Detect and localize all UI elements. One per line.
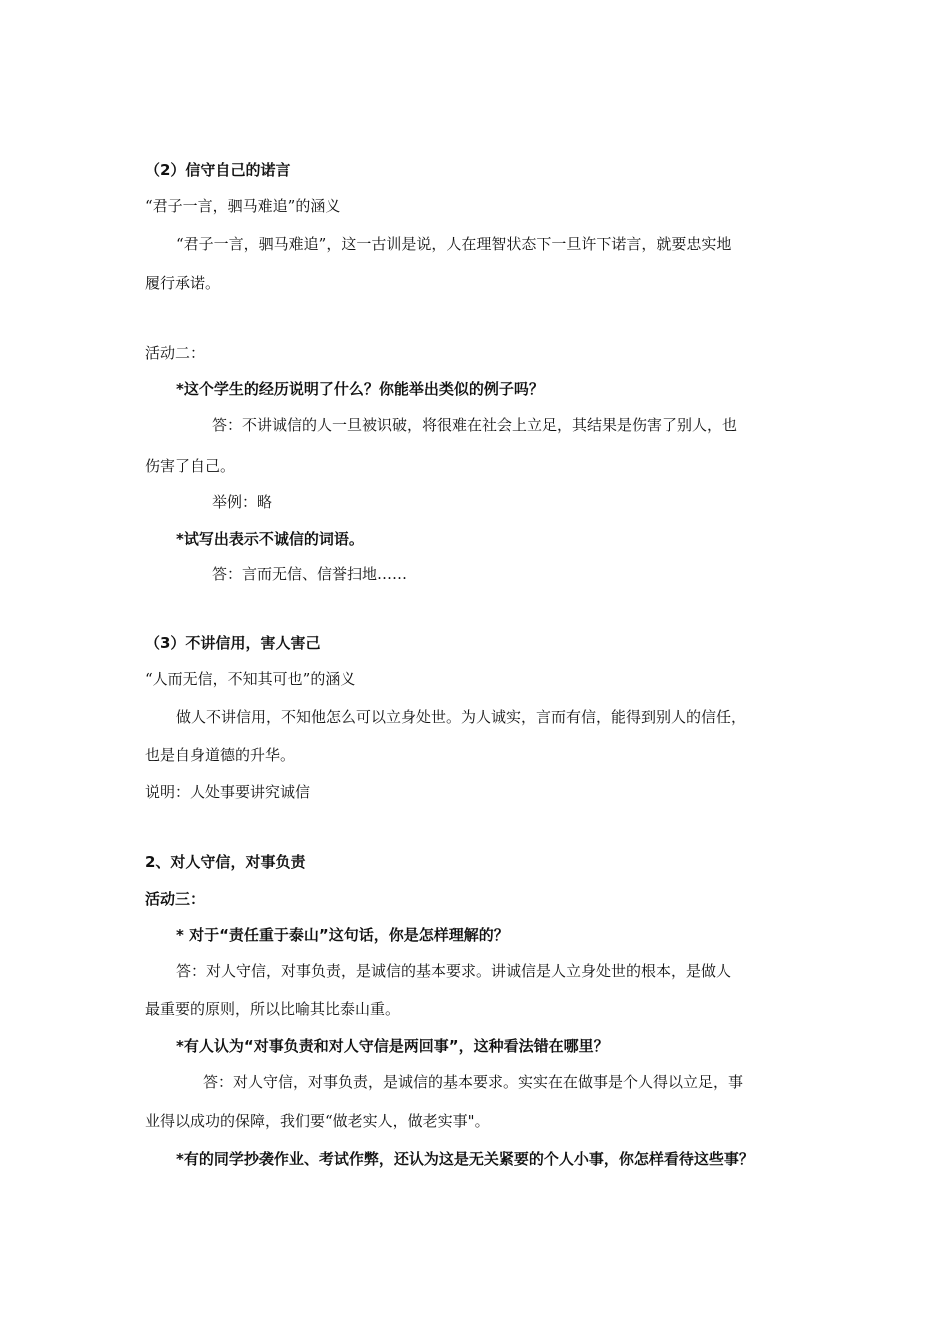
paragraph-line: “君子一言，驷马难追”，这一古训是说，人在理智状态下一旦许下诺言，就要忠实地 <box>176 235 732 253</box>
meaning-title: “君子一言，驷马难追”的涵义 <box>145 197 341 215</box>
activity-label: 活动二： <box>145 344 206 362</box>
answer-line: 答：不讲诚信的人一旦被识破，将很难在社会上立足，其结果是伤害了别人，也 <box>212 416 738 434</box>
answer-line: 最重要的原则，所以比喻其比泰山重。 <box>145 1000 401 1018</box>
question: *有的同学抄袭作业、考试作弊，还认为这是无关紧要的个人小事，你怎样看待这些事？ <box>176 1150 754 1168</box>
note-line: 说明：人处事要讲究诚信 <box>145 783 311 801</box>
meaning-title: “人而无信，不知其可也”的涵义 <box>145 670 356 688</box>
section-heading: 2、对人守信，对事负责 <box>145 853 306 871</box>
question: * 对于“责任重于泰山”这句话，你是怎样理解的？ <box>176 926 509 944</box>
paragraph-line: 履行承诺。 <box>145 274 221 292</box>
paragraph-line: 做人不讲信用，不知他怎么可以立身处世。为人诚实，言而有信，能得到别人的信任， <box>176 708 747 726</box>
question: *这个学生的经历说明了什么？你能举出类似的例子吗？ <box>176 380 544 398</box>
section-heading-2: （2）信守自己的诺言 <box>145 161 291 179</box>
answer-line: 答：言而无信、信誉扫地…… <box>212 565 408 583</box>
example-line: 举例：略 <box>212 493 273 511</box>
activity-label: 活动三： <box>145 890 206 908</box>
question: *有人认为“对事负责和对人守信是两回事”，这种看法错在哪里？ <box>176 1037 609 1055</box>
question: *试写出表示不诚信的词语。 <box>176 530 364 548</box>
answer-line: 答：对人守信，对事负责，是诚信的基本要求。实实在在做事是个人得以立足，事 <box>203 1073 744 1091</box>
paragraph-line: 也是自身道德的升华。 <box>145 746 296 764</box>
section-heading-3: （3）不讲信用，害人害己 <box>145 634 321 652</box>
answer-line: 伤害了自己。 <box>145 457 236 475</box>
answer-line: 答：对人守信，对事负责，是诚信的基本要求。讲诚信是人立身处世的根本，是做人 <box>176 962 732 980</box>
answer-line: 业得以成功的保障，我们要“做老实人，做老实事"。 <box>145 1112 490 1130</box>
